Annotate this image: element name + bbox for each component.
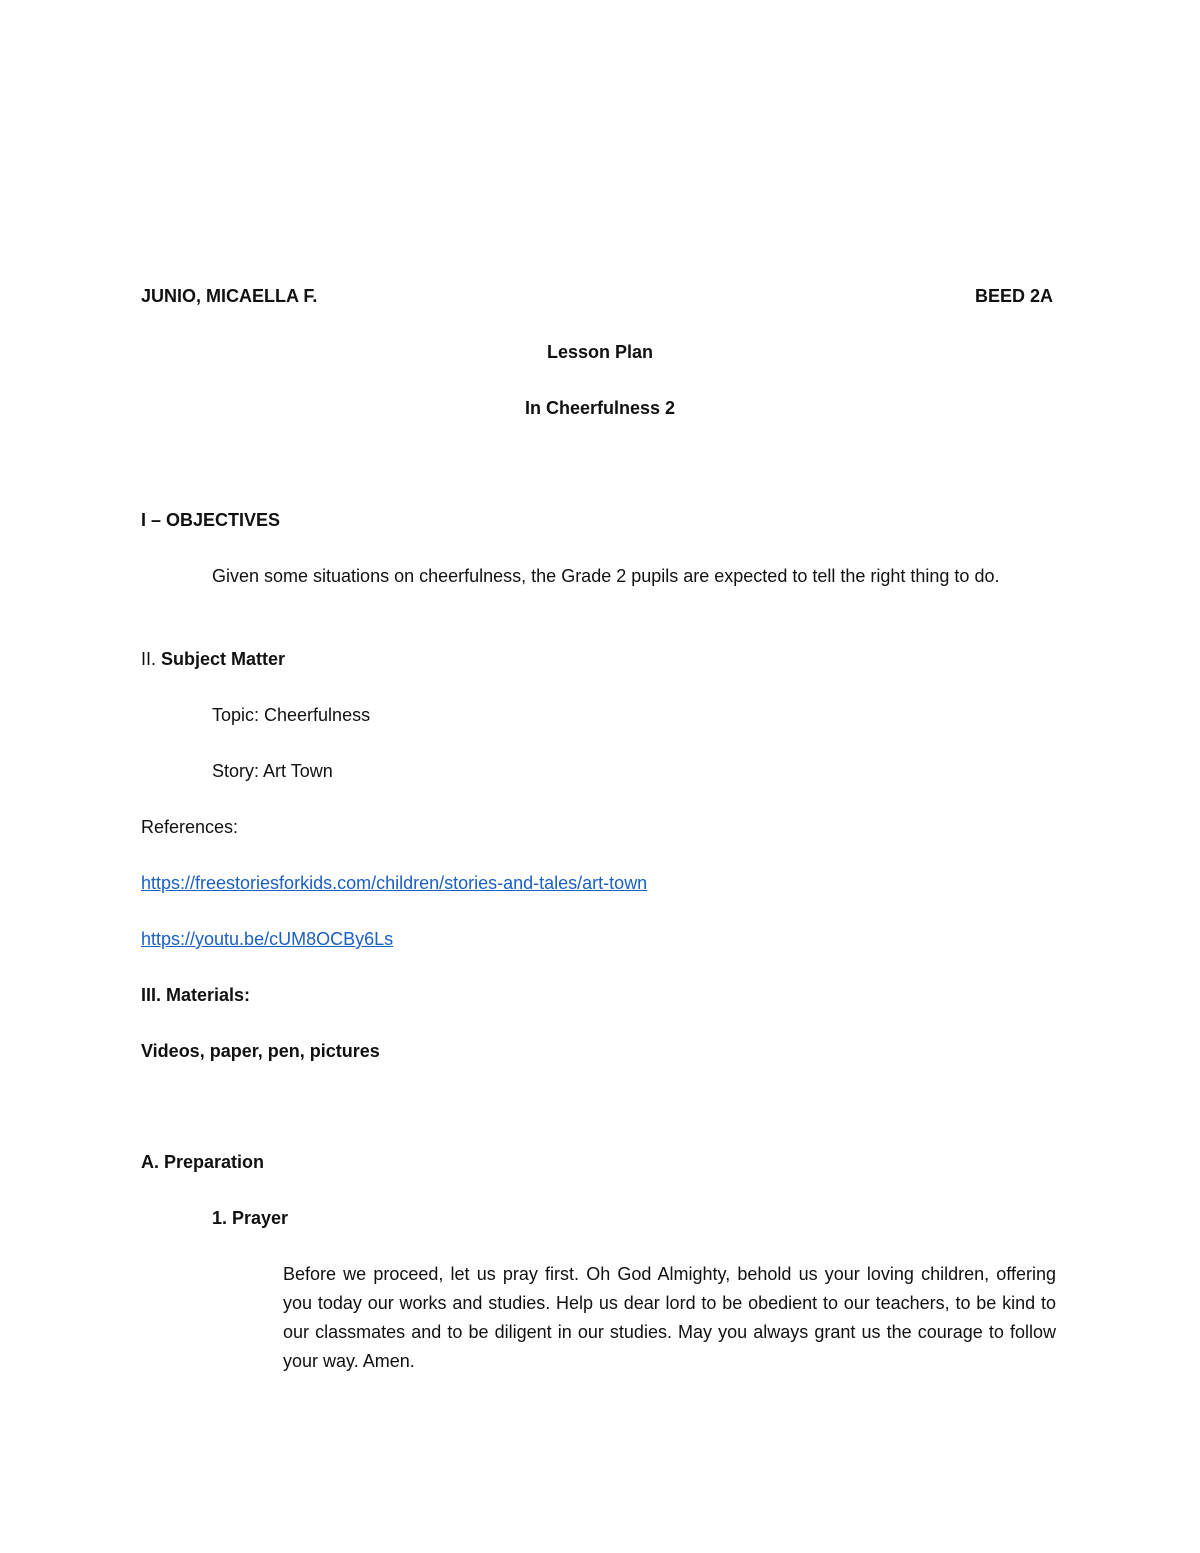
subject-matter-title: Subject Matter: [161, 649, 286, 669]
reference-link-story[interactable]: https://freestoriesforkids.com/children/stories-and-tales/art-town: [141, 873, 648, 893]
prayer-heading: 1. Prayer: [212, 1208, 289, 1228]
preparation-heading: A. Preparation: [141, 1152, 265, 1172]
document-title: Lesson Plan: [546, 342, 654, 362]
story-line: Story: Art Town: [212, 761, 333, 781]
student-name: JUNIO, MICAELLA F.: [141, 286, 318, 306]
subject-matter-heading: [141, 647, 285, 671]
class-section: BEED 2A: [975, 286, 1054, 306]
subject-matter-prefix: II.: [141, 649, 162, 669]
materials-heading: III. Materials:: [141, 985, 251, 1005]
document-subtitle: In Cheerfulness 2: [524, 398, 676, 418]
objectives-text: Given some situations on cheerfulness, the Grade 2 pupils are expected to tell the right thing to do.: [212, 566, 1000, 586]
references-label: References:: [141, 817, 239, 837]
reference-link-video[interactable]: https://youtu.be/cUM8OCBy6Ls: [141, 929, 394, 949]
materials-list: Videos, paper, pen, pictures: [141, 1041, 380, 1061]
objectives-heading: I – OBJECTIVES: [141, 510, 281, 530]
prayer-text: Before we proceed, let us pray first. Oh God Almighty, behold us your loving children, offering you today our works and studies. Help us dear lord to be obedient to our teachers, to be kind to our classmates and to be diligent in our studies. May you always grant us the courage to follow your way. Amen.: [283, 1264, 1056, 1371]
topic-line: Topic: Cheerfulness: [212, 705, 371, 725]
